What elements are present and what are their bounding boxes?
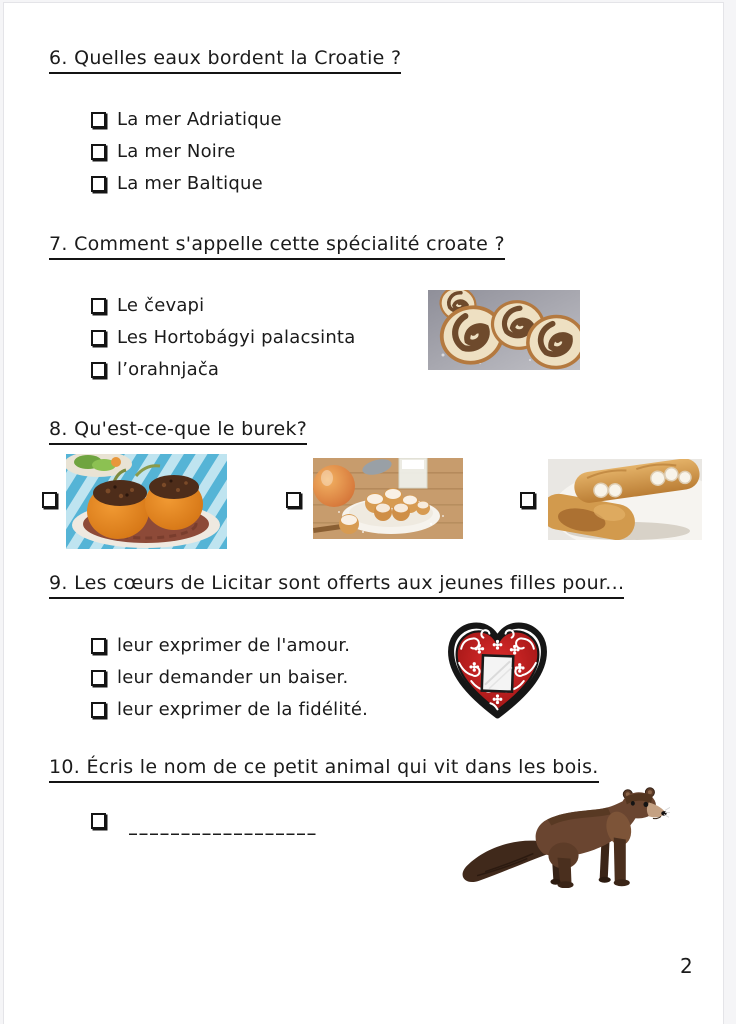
option-label: La mer Adriatique — [117, 109, 282, 130]
option-row — [91, 636, 368, 655]
option-label: leur exprimer de l'amour. — [117, 635, 351, 656]
powdered-fritters-image — [313, 458, 463, 539]
option-label: leur exprimer de la fidélité. — [117, 699, 369, 720]
checkbox[interactable] — [91, 298, 106, 314]
page-number: 2 — [680, 954, 693, 978]
question-6-options — [91, 110, 282, 206]
question-10-title — [49, 756, 599, 783]
option-row — [91, 174, 282, 193]
walnut-roll-povitica-image — [428, 290, 580, 370]
question-6-title — [49, 47, 401, 74]
question-7-options — [91, 296, 355, 392]
question-title-text: 6. Quelles eaux bordent la Croatie ? — [49, 47, 401, 74]
question-title-text: 8. Qu'est-ce-que le burek? — [49, 418, 307, 445]
question-9-title — [49, 572, 624, 599]
option-row — [91, 360, 355, 379]
checkbox[interactable] — [91, 813, 106, 829]
option-label: Le čevapi — [117, 295, 205, 316]
option-row — [91, 142, 282, 161]
checkbox[interactable] — [91, 144, 106, 160]
marten-image — [455, 783, 670, 888]
question-7-title — [49, 233, 505, 260]
option-row — [91, 668, 368, 687]
checkbox[interactable] — [91, 670, 106, 686]
checkbox[interactable] — [91, 176, 106, 192]
licitar-heart-image — [445, 618, 550, 730]
question-8-title — [49, 418, 307, 445]
option-label: La mer Noire — [117, 141, 236, 162]
checkbox[interactable] — [286, 492, 301, 508]
checkbox[interactable] — [91, 330, 106, 346]
option-label: Les Hortobágyi palacsinta — [117, 327, 356, 348]
option-row — [91, 110, 282, 129]
checkbox[interactable] — [91, 638, 106, 654]
option-label: l’orahnjača — [117, 359, 220, 380]
question-9-options — [91, 636, 368, 732]
option-row — [91, 296, 355, 315]
document-page — [3, 2, 724, 1024]
checkbox[interactable] — [91, 112, 106, 128]
question-title-text: 10. Écris le nom de ce petit animal qui vit dans les bois. — [49, 756, 599, 783]
answer-row — [91, 813, 318, 833]
question-title-text: 7. Comment s'appelle cette spécialité croate ? — [49, 233, 505, 260]
checkbox[interactable] — [520, 492, 535, 508]
option-row — [91, 328, 355, 347]
stuffed-peppers-image — [66, 454, 227, 549]
checkbox[interactable] — [91, 702, 106, 718]
option-row — [91, 700, 368, 719]
checkbox[interactable] — [42, 492, 57, 508]
cream-filled-pastry-image — [548, 459, 702, 540]
option-label: leur demander un baiser. — [117, 667, 349, 688]
question-title-text: 9. Les cœurs de Licitar sont offerts aux jeunes filles pour... — [49, 572, 624, 599]
option-label: La mer Baltique — [117, 173, 263, 194]
checkbox[interactable] — [91, 362, 106, 378]
answer-blank[interactable]: __________________ — [129, 816, 318, 835]
